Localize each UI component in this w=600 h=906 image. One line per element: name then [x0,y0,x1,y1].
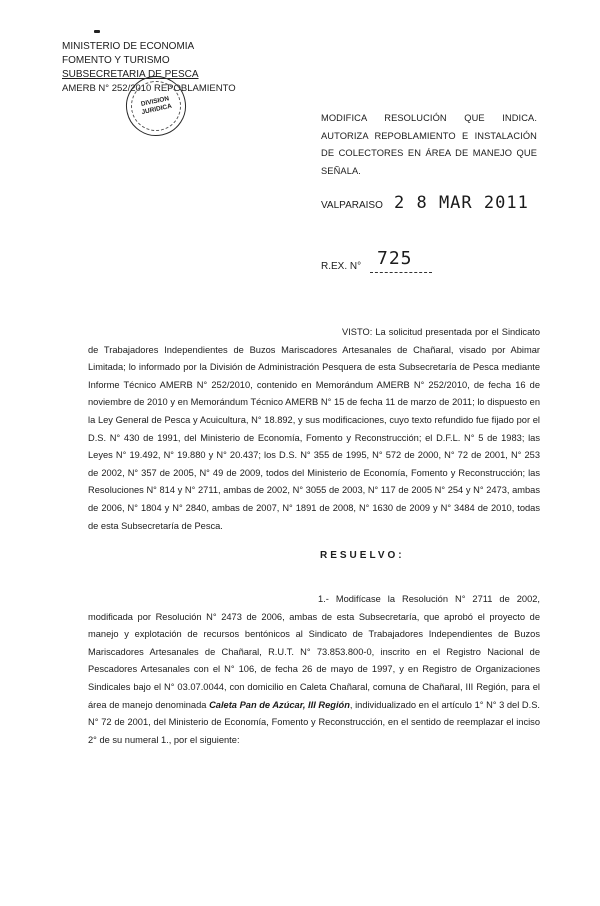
resolution-subject: MODIFICA RESOLUCIÓN QUE INDICA. AUTORIZA REPOBLAMIENTO E INSTALACIÓN DE COLECTORES EN ÁREA DE MANEJO QUE SEÑALA. [321,113,537,176]
ministry-subtitle: FOMENTO Y TURISMO [62,55,170,66]
article-1-text-end: , individualizado en el artículo 1° N° 3 del D.S. N° 72 de 2001, del Ministerio de Economía, Fomento y Reconstrucción, en el sentido de reemplazar el inciso 2° de su numeral 1., por el siguiente: [88,699,540,745]
date-stamp: 2 8 MAR 2011 [394,193,529,213]
reference-code: AMERB N° 252/2010 REPOBLAMIENTO [62,83,236,94]
article-1-text-start: 1.- Modifícase la Resolución N° 2711 de 2002, modificada por Resolución N° 2473 de 2006, ambas de esta Subsecretaría, que aprobó el proyecto de manejo y explotación de recursos bentónicos al Sindicato de Trabajadores Independientes de Buzos Mariscadores Artesanales de Chañaral, R.U.T. N° 73.853.800-0, inscrito en el Registro Nacional de Pescadores Artesanales con el N° 106, de fecha 26 de mayo de 1997, y en Registro de Organizaciones Sindicales bajo el N° 03.07.0044, con domicilio en Caleta Chañaral, comuna de Chañaral, III Región, para el área de manejo denominada [88,594,540,710]
resolution-number: 725 [377,248,413,269]
seal-text: DIVISION JURIDICA [140,95,173,117]
place-label: VALPARAISO [321,200,383,211]
subsecretariat-name: SUBSECRETARIA DE PESCA [62,69,199,80]
resolution-number-line [370,272,432,273]
visto-paragraph: VISTO: La solicitud presentada por el Sindicato de Trabajadores Independientes de Buzos Mariscadores Artesanales de Chañaral, visado por Abimar Limitada; lo informado por la División de Administración Pesquera de esta Subsecretaría de Pesca mediante Informe Técnico AMERB N° 252/2010, contenido en Memorándum AMERB N° 252/2010, de fecha 16 de noviembre de 2010 y en Memorándum Técnico AMERB N° 15 de fecha 11 de marzo de 2011; lo dispuesto en la Ley General de Pesca y Acuicultura, N° 18.892, y sus modificaciones, cuyo texto refundido fue fijado por el D.S. N° 430 de 1991, del Ministerio de Economía, Fomento y Reconstrucción; el D.F.L. N° 5 de 1983; las Leyes N° 19.492, N° 19.880 y N° 20.437; los D.S. N° 355 de 1995, N° 572 de 2000, N° 72 de 2001, N° 253 de 2002, N° 357 de 2005, N° 49 de 2009, todos del Ministerio de Economía, Fomento y Reconstrucción; las Resoluciones N° 814 y N° 2711, ambas de 2002, N° 3055 de 2003, N° 117 de 2005 N° 254 y N° 2473, ambas de 2006, N° 1804 y N° 2840, ambas de 2007, N° 1891 de 2008, N° 1630 de 2009 y N° 3484 de 2010, todas de esta Subsecretaría de Pesca. [88,327,540,531]
ink-mark [94,30,100,33]
resolution-number-label: R.EX. N° [321,261,362,272]
article-1-paragraph [88,591,540,749]
ministry-name: MINISTERIO DE ECONOMIA [62,41,195,52]
resuelvo-heading: RESUELVO: [320,550,405,561]
management-area-name: Caleta Pan de Azúcar, III Región [209,699,350,710]
seal-ring [126,76,185,135]
